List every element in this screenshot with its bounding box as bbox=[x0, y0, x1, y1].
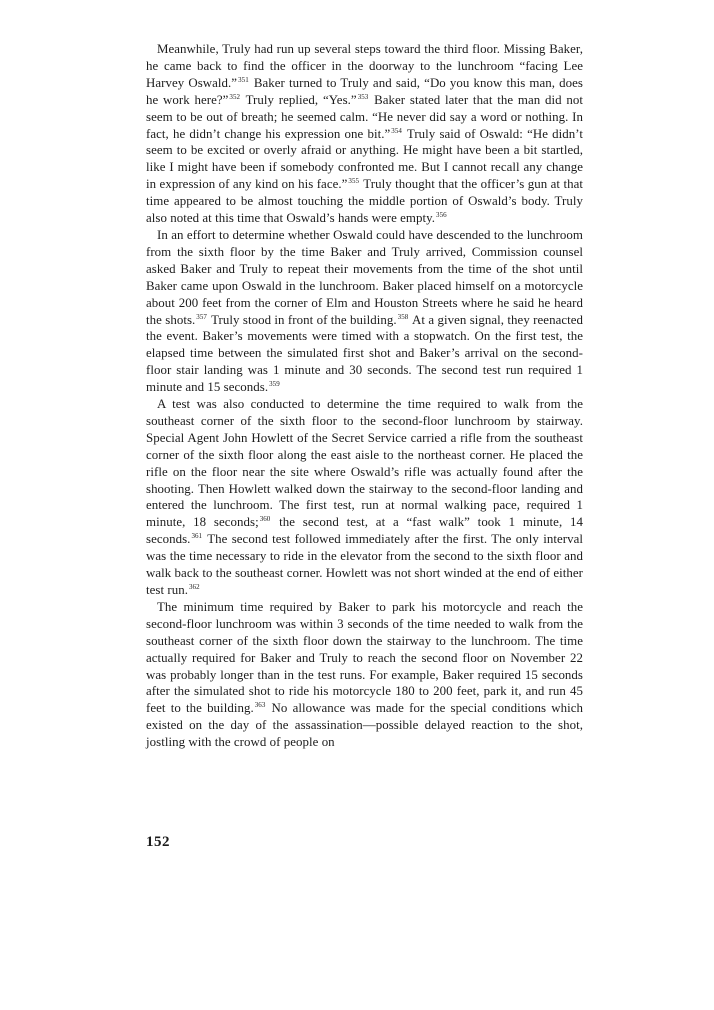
footnote-marker: 354 bbox=[391, 126, 402, 135]
footnote-marker: 363 bbox=[254, 701, 266, 710]
paragraph-text: Baker turned to Truly and said, “Do you know this man, does he work here?” bbox=[146, 75, 583, 107]
footnote-marker: 360 bbox=[259, 515, 271, 524]
paragraph-text: The second test followed immediately after the first. The only interval was the time necessary to ride in the elevator from the second to the sixth floor and walk back to the southeast corner. Howlett was not short winded at the end of either test run. bbox=[146, 532, 583, 597]
footnote-marker: 361 bbox=[191, 532, 203, 541]
paragraph-text: Meanwhile, Truly had run up several steps toward the third floor. Missing Baker, he came back to find the officer in the doorway to the lunchroom “facing Lee Harvey Oswald.” bbox=[146, 42, 583, 90]
footnote-marker: 351 bbox=[238, 75, 249, 84]
paragraph-2 bbox=[146, 227, 583, 396]
paragraph-text: Truly stood in front of the building. bbox=[207, 312, 397, 327]
paragraph-4 bbox=[146, 599, 583, 751]
paragraph-text: No allowance was made for the special conditions which existed on the day of the assassination—possible delayed reaction to the shot, jostling with the crowd of people on bbox=[146, 701, 583, 750]
footnote-marker: 358 bbox=[397, 312, 409, 321]
footnote-marker: 355 bbox=[348, 177, 360, 186]
footnote-marker: 356 bbox=[436, 211, 447, 220]
paragraph-text: A test was also conducted to determine the time required to walk from the southeast corner of the sixth floor to the second-floor lunchroom by stairway. Special Agent John Howlett of the Secret Service carried a rifle from the southeast corner of the sixth floor along the east aisle to the northeast corner. He placed the rifle on the floor near the site where Oswald’s rifle was actually found after the shooting. Then Howlett walked down the stairway to the second-floor landing and entered the lunchroom. The first test, run at normal walking pace, required 1 minute, 18 seconds; bbox=[146, 397, 583, 530]
paragraph-text: At a given signal, they reenacted the event. Baker’s movements were timed with a stopwatch. On the first test, the elapsed time between the simulated first shot and Baker’s arrival on the second-floor stair landing was 1 minute and 30 seconds. The second test run required 1 minute and 15 seconds. bbox=[146, 312, 584, 395]
paragraph-1 bbox=[146, 41, 583, 227]
footnote-marker: 353 bbox=[357, 92, 369, 101]
footnote-marker: 352 bbox=[229, 92, 241, 101]
footnote-marker: 362 bbox=[188, 583, 200, 591]
paragraph-text: Truly said of Oswald: “He didn’t seem to be excited or overly afraid or anything. He might have been a bit startled, like I might have been if somebody confronted me. But I cannot recall any change in expression of any kind on his face.” bbox=[146, 126, 583, 192]
paragraph-text: Baker stated later that the man did not seem to be out of breath; he seemed calm. “He never did say a word or nothing. In fact, he didn’t change his expression one bit.” bbox=[146, 92, 583, 141]
paragraph-text: The minimum time required by Baker to park his motorcycle and reach the second-floor lunchroom was within 3 seconds of the time needed to walk from the southeast corner of the sixth floor down the stairway to the lunchroom. The time actually required for Baker and Truly to reach the second floor on November 22 was probably longer than in the test runs. For example, Baker required 15 seconds after the simulated shot to ride his motorcycle 180 to 200 feet, park it, and run 45 feet to the building. bbox=[146, 599, 583, 716]
paragraph-text: the second test, at a “fast walk” took 1 minute, 14 seconds. bbox=[146, 515, 583, 547]
paragraph-text: Truly thought that the officer’s gun at that time appeared to be almost touching the middle portion of Oswald’s body. Truly also noted at this time that Oswald’s hands were empty. bbox=[146, 177, 583, 226]
page-number: 152 bbox=[146, 834, 170, 850]
paragraph-text: Truly replied, “Yes.” bbox=[241, 92, 357, 107]
paragraph-3 bbox=[146, 396, 583, 599]
footnote-marker: 357 bbox=[196, 312, 207, 321]
document-page bbox=[146, 41, 583, 751]
paragraph-text: In an effort to determine whether Oswald could have descended to the lunchroom from the sixth floor by the time Baker and Truly arrived, Commission counsel asked Baker and Truly to repeat their movements from the time of the shot until Baker came upon Oswald in the lunchroom. Baker placed himself on a motorcycle about 200 feet from the corner of Elm and Houston Streets where he said he heard the shots. bbox=[146, 227, 583, 327]
footnote-marker: 359 bbox=[269, 380, 280, 389]
